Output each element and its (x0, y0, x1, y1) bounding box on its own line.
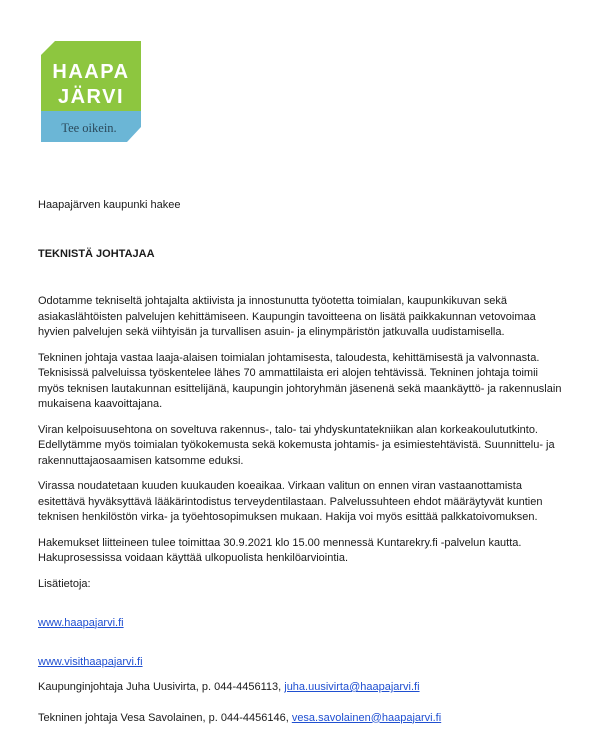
intro-line: Haapajärven kaupunki hakee (38, 199, 181, 211)
mayor-email-link[interactable]: juha.uusivirta@haapajarvi.fi (284, 681, 420, 693)
job-title-heading: TEKNISTÄ JOHTAJAA (38, 248, 155, 260)
paragraph-responsibilities: Tekninen johtaja vastaa laaja-alaisen toimialan johtamisesta, taloudesta, kehittämisestä ja valvonnasta. Teknisissä palveluissa työskentelee lähes 70 ammattilaista eri alojen tehtävissä. Tekninen johtaja toimii myös teknisen lautakunnan esittelijänä, kaupungin johtoryhmän jäsenenä sekä maankäyttö- ja rakennuslain mukaisena kaavoittajana. (38, 351, 562, 410)
visit-website-link[interactable]: www.visithaapajarvi.fi (38, 655, 143, 668)
paragraph-qualifications: Viran kelpoisuusehtona on soveltuva rakennus-, talo- tai yhdyskuntatekniikan alan korkeakoulututkinto. Edellytämme myös toimialan työkokemusta sekä kokemusta johtamis- ja esimiestehtävistä. Suunnittelu- ja rakennuttajaosaamisen katsomme eduksi. (38, 423, 555, 467)
contact-mayor (38, 680, 578, 696)
paragraph-expectations: Odotamme tekniseltä johtajalta aktiivista ja innostunutta työotetta toimialan, kaupunkikuvan sekä asiakaslähtöisten palvelujen kehittämiseen. Kaupungin tavoitteena on lisätä paikkakunnan vetovoimaa hyvien palvelujen sekä viihtyisän ja turvallisen asuin- ja elinympäristön jatkuvalla uudistamisella. (38, 295, 536, 338)
more-info-label: Lisätietoja: (38, 577, 91, 590)
body-text (38, 294, 578, 741)
paragraph-terms: Virassa noudatetaan kuuden kuukauden koeaikaa. Virkaan valitun on ennen viran vastaanottamista esitettävä hyväksyttävä lääkärintodistus terveydentilastaan. Palvelussuhteen ehdot määräytyvät kuntien teknisen henkilöstön virka- ja työehtosopimuksen mukaan. Hakija voi myös esittää palkkatoivomuksen. (38, 480, 543, 523)
contact-mayor-text: Kaupunginjohtaja Juha Uusivirta, p. 044-4456113, (38, 681, 285, 693)
director-email-link[interactable]: vesa.savolainen@haapajarvi.fi (291, 711, 442, 724)
contact-director-text: Tekninen johtaja Vesa Savolainen, p. 044-4456146, (38, 711, 292, 724)
haapajarvi-logo (41, 41, 141, 142)
logo-slogan: Tee oikein. (61, 121, 117, 135)
logo-line1: HAAPA (52, 61, 130, 83)
link-row-2 (38, 639, 578, 670)
logo-line2: JÄRVI (57, 86, 125, 108)
website-link[interactable]: www.haapajarvi.fi (38, 616, 124, 629)
link-row-1 (38, 600, 578, 631)
contact-technical-director (38, 711, 578, 727)
paragraph-application: Hakemukset liitteineen tulee toimittaa 30.9.2021 klo 15.00 mennessä Kuntarekry.fi -palvelun kautta. Hakuprosessissa voidaan käyttää ulkopuolista henkilöarviointia. (38, 536, 522, 564)
